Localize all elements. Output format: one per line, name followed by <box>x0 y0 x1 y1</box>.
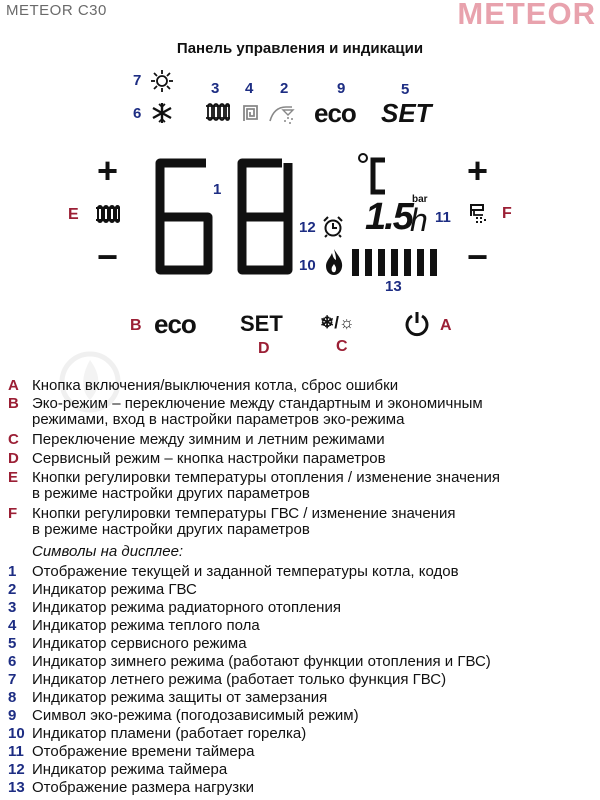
legend-text: Индикатор режима таймера <box>32 761 228 778</box>
legend-text: Кнопка включения/выключения котла, сброс ошибки <box>32 377 399 394</box>
button-letter-f: F <box>502 205 512 222</box>
symbol-number-6: 6 <box>133 105 142 122</box>
symbol-number-13: 13 <box>385 278 402 295</box>
legend-key: 4 <box>8 617 17 634</box>
legend-text: Сервисный режим – кнопка настройки параметров <box>32 450 386 467</box>
legend-key: 7 <box>8 671 17 688</box>
legend-row-10 <box>8 726 306 741</box>
button-letter-d: D <box>258 340 270 357</box>
legend-key: 10 <box>8 725 25 742</box>
legend-row-9 <box>8 708 359 723</box>
legend-row-e <box>8 470 500 485</box>
page-title: Панель управления и индикации <box>176 40 424 57</box>
legend-key: 9 <box>8 707 17 724</box>
symbol-number-10: 10 <box>299 257 316 274</box>
legend-text: Индикатор зимнего режима (работают функции отопления и ГВС) <box>32 653 491 670</box>
symbol-number-4: 4 <box>245 80 254 97</box>
legend-key: 11 <box>8 743 24 760</box>
legend-row-c <box>8 432 385 447</box>
dhw-plus-button[interactable]: + <box>467 150 489 191</box>
legend-row-7 <box>8 672 446 687</box>
alarm-clock-icon <box>322 216 344 243</box>
shower-icon <box>268 103 298 130</box>
legend-key: 3 <box>8 599 17 616</box>
legend-text: Кнопки регулировки температуры ГВС / изменение значения <box>32 505 456 522</box>
pressure-value: 1.5 <box>365 196 412 238</box>
legend-row-4 <box>8 618 260 633</box>
set-button[interactable]: SET <box>240 311 283 336</box>
legend-row-11 <box>8 744 254 759</box>
symbol-number-12: 12 <box>299 219 316 236</box>
pressure-unit-bar: bar <box>412 194 428 205</box>
legend-key: 2 <box>8 581 17 598</box>
legend-key: C <box>8 431 19 448</box>
symbols-heading: Символы на дисплее: <box>32 543 184 560</box>
legend-key: 6 <box>8 653 17 670</box>
snowflake-icon <box>151 102 173 129</box>
legend-text: Индикатор режима защиты от замерзания <box>32 689 328 706</box>
legend-row-1 <box>8 564 459 579</box>
sun-icon <box>151 70 173 97</box>
heating-minus-button[interactable]: − <box>97 236 119 277</box>
symbol-number-3: 3 <box>211 80 220 97</box>
legend-text: Отображение времени таймера <box>32 743 255 760</box>
legend-row-12 <box>8 762 227 777</box>
legend-row-2 <box>8 582 197 597</box>
symbol-number-2: 2 <box>280 80 289 97</box>
symbol-number-7: 7 <box>133 72 142 89</box>
floor-heating-icon <box>242 103 260 127</box>
legend-key: 1 <box>8 563 17 580</box>
legend-key: 8 <box>8 689 17 706</box>
legend-key: D <box>8 450 19 467</box>
eco-button[interactable]: eco <box>154 309 196 339</box>
button-letter-c: C <box>336 338 348 355</box>
celsius-unit <box>357 150 397 201</box>
main-temperature-display <box>148 155 298 285</box>
legend-text-continuation: в режиме настройки других параметров <box>32 485 310 502</box>
button-letter-e: E <box>68 206 79 223</box>
symbol-number-9: 9 <box>337 80 346 97</box>
load-bar-indicator <box>352 249 440 281</box>
winter-summer-button[interactable]: ❄/☼ <box>320 313 355 332</box>
legend-text: Эко-режим – переключение между стандартным и экономичным <box>32 395 483 412</box>
legend-text: Индикатор режима ГВС <box>32 581 197 598</box>
legend-row-8 <box>8 690 327 705</box>
power-button[interactable] <box>404 311 430 342</box>
legend-row-3 <box>8 600 341 615</box>
legend-text-continuation: в режиме настройки других параметров <box>32 521 310 538</box>
heating-mode-icon <box>95 205 121 228</box>
set-indicator: SET <box>381 98 432 128</box>
legend-text: Отображение размера нагрузки <box>32 779 255 796</box>
legend-text: Индикатор летнего режима (работает только функция ГВС) <box>32 671 447 688</box>
legend-key: F <box>8 505 18 522</box>
legend-row-d <box>8 451 386 466</box>
symbol-number-11: 11 <box>435 209 451 226</box>
legend-text: Переключение между зимним и летним режимами <box>32 431 385 448</box>
button-letter-b: B <box>130 317 142 334</box>
legend-row-b <box>8 396 483 411</box>
legend-key: A <box>8 377 19 394</box>
dhw-tap-icon <box>468 203 490 232</box>
timer-unit-h: h <box>410 202 428 238</box>
flame-icon <box>324 248 344 281</box>
legend-key: E <box>8 469 19 486</box>
legend-key: B <box>8 395 19 412</box>
legend-text: Индикатор режима радиаторного отопления <box>32 599 341 616</box>
symbol-number-5: 5 <box>401 81 410 98</box>
legend-text: Индикатор сервисного режима <box>32 635 247 652</box>
heating-plus-button[interactable]: + <box>97 150 119 191</box>
legend-key: 13 <box>8 779 25 796</box>
legend-row-6 <box>8 654 491 669</box>
legend-row-a <box>8 378 398 393</box>
legend-key: 5 <box>8 635 17 652</box>
legend-row-13 <box>8 780 254 795</box>
legend-row-f <box>8 506 455 521</box>
legend-text: Индикатор пламени (работает горелка) <box>32 725 307 742</box>
model-name: METEOR C30 <box>6 2 107 19</box>
brand-logo: METEOR <box>457 0 596 31</box>
legend-text: Кнопки регулировки температуры отопления / изменение значения <box>32 469 501 486</box>
legend-row-5 <box>8 636 247 651</box>
dhw-minus-button[interactable]: − <box>467 236 489 277</box>
button-letter-a: A <box>440 317 452 334</box>
radiator-icon <box>205 103 231 126</box>
legend-text: Отображение текущей и заданной температуры котла, кодов <box>32 563 459 580</box>
legend-text: Символ эко-режима (погодозависимый режим) <box>32 707 359 724</box>
symbol-number-1: 1 <box>213 181 222 198</box>
legend-key: 12 <box>8 761 25 778</box>
legend-text-continuation: режимами, вход в настройки параметров эко-режима <box>32 411 405 428</box>
legend-text: Индикатор режима теплого пола <box>32 617 260 634</box>
eco-indicator: eco <box>314 98 356 128</box>
